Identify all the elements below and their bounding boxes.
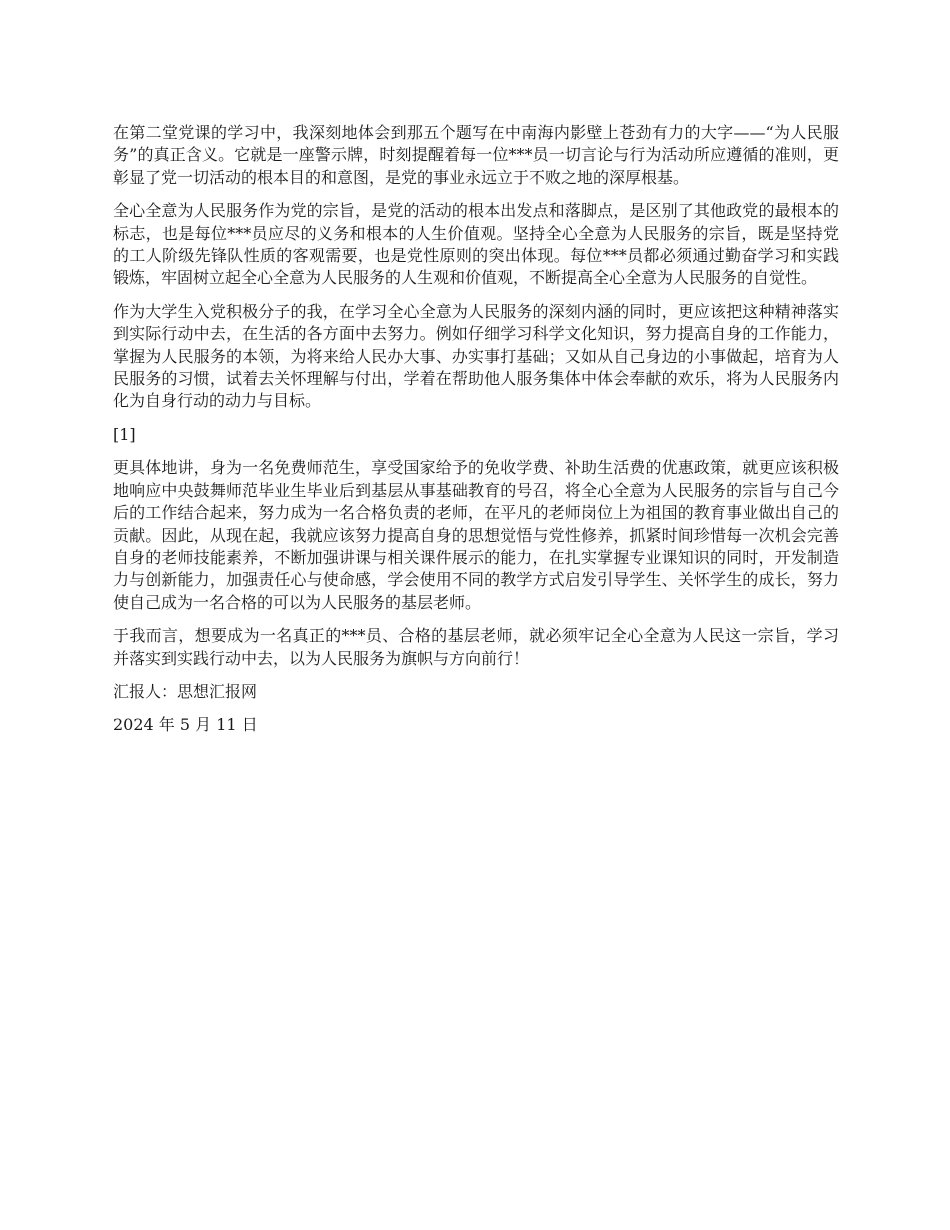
paragraph-intro: 在第二堂党课的学习中，我深刻地体会到那五个题写在中南海内影壁上苍劲有力的大字——“为人民服务”的真正含义。它就是一座警示牌，时刻提醒着每一位***员一切言论与行为活动所应遵循的准则，更彰显了党一切活动的根本目的和意图，是党的事业永远立于不败之地的深厚根基。 (113, 123, 839, 187)
paragraph-purpose: 全心全意为人民服务作为党的宗旨，是党的活动的根本出发点和落脚点，是区别了其他政党的最根本的标志，也是每位***员应尽的义务和根本的人生价值观。坚持全心全意为人民服务的宗旨，既是坚持党的工人阶级先锋队性质的客观需要，也是党性原则的突出体现。每位***员都必须通过勤奋学习和实践锻炼，牢固树立起全心全意为人民服务的人生观和价值观，不断提高全心全意为人民服务的自觉性。 (113, 201, 839, 288)
footnote-marker: [1] (113, 424, 136, 444)
date-line: 2024 年 5 月 11 日 (113, 715, 258, 735)
document-body (113, 122, 839, 748)
paragraph-conclusion: 于我而言，想要成为一名真正的***员、合格的基层老师，就必须牢记全心全意为人民这一宗旨，学习并落实到实践行动中去，以为人民服务为旗帜与方向前行！ (113, 626, 839, 668)
paragraph-student: 作为大学生入党积极分子的我，在学习全心全意为人民服务的深刻内涵的同时，更应该把这种精神落实到实际行动中去，在生活的各方面中去努力。例如仔细学习科学文化知识，努力提高自身的工作能力，掌握为人民服务的本领，为将来给人民办大事、办实事打基础；又如从自己身边的小事做起，培育为人民服务的习惯，试着去关怀理解与付出，学着在帮助他人服务集体中体会奉献的欢乐，将为人民服务内化为自身行动的动力与目标。 (113, 301, 839, 411)
reporter-line: 汇报人：思想汇报网 (113, 681, 258, 701)
paragraph-teacher: 更具体地讲，身为一名免费师范生，享受国家给予的免收学费、补助生活费的优惠政策，就更应该积极地响应中央鼓舞师范毕业生毕业后到基层从事基础教育的号召，将全心全意为人民服务的宗旨与自己今后的工作结合起来，努力成为一名合格负责的老师，在平凡的老师岗位上为祖国的教育事业做出自己的贡献。因此，从现在起，我就应该努力提高自身的思想觉悟与党性修养，抓紧时间珍惜每一次机会完善自身的老师技能素养，不断加强讲课与相关课件展示的能力，在扎实掌握专业课知识的同时，开发制造力与创新能力，加强责任心与使命感，学会使用不同的教学方式启发引导学生、关怀学生的成长，努力使自己成为一名合格的可以为人民服务的基层老师。 (113, 458, 839, 612)
